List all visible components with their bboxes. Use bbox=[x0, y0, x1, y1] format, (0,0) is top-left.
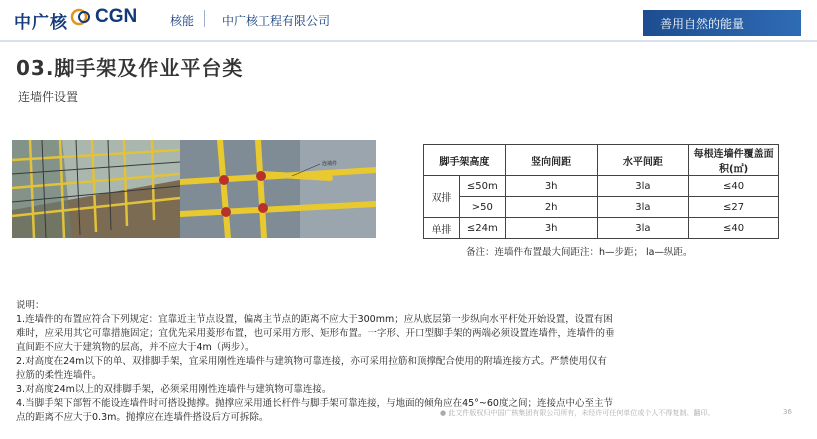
photo-callout-label: 连墙件 bbox=[322, 161, 338, 167]
explanation-heading: 说明： bbox=[16, 300, 45, 311]
table-row bbox=[424, 218, 779, 239]
table-row bbox=[424, 197, 779, 218]
scaffold-photo-graphic bbox=[12, 140, 180, 238]
explanation-line: 2.对高度在24m以下的单、双排脚手架，宜采用刚性连墙件与建筑物可靠连接，亦可采用拉筋和顶撑配合使用的附墙连接方式。严禁使用仅有 bbox=[16, 356, 607, 367]
cell-height: >50 bbox=[459, 197, 505, 218]
cell-horizontal: 3la bbox=[597, 176, 689, 197]
section-title: 03.脚手架及作业平台类 bbox=[16, 56, 244, 80]
cell-area: ≤40 bbox=[689, 218, 779, 239]
header-divider bbox=[204, 10, 205, 27]
cell-horizontal: 3la bbox=[597, 218, 689, 239]
col-header-horizontal: 水平间距 bbox=[597, 145, 689, 176]
wall-tie-spec-table bbox=[423, 144, 779, 239]
cell-area: ≤27 bbox=[689, 197, 779, 218]
explanation-line: 拉筋的柔性连墙件。 bbox=[16, 370, 102, 381]
cell-height: ≤24m bbox=[459, 218, 505, 239]
slogan-text: 善用自然的能量 bbox=[660, 17, 745, 31]
page-number: 36 bbox=[783, 408, 792, 416]
cgn-logo-icon bbox=[70, 7, 92, 27]
logo-subtitle: 核能 bbox=[170, 14, 195, 28]
explanation-line: 4.当脚手架下部暂不能设连墙件时可搭设抛撑。抛撑应采用通长杆件与脚手架可靠连接，与地面的倾角应在45°~60度之间；连接点中心至主节 bbox=[16, 398, 613, 409]
logo-text-cn: 中广核 bbox=[14, 13, 68, 33]
row-group-label: 双排 bbox=[424, 176, 460, 218]
scaffold-photo bbox=[12, 140, 180, 238]
table-row bbox=[424, 176, 779, 197]
col-header-vertical: 竖向间距 bbox=[505, 145, 597, 176]
explanation-line: 直间距不应大于建筑物的层高，并不应大于4m（两步）。 bbox=[16, 342, 255, 353]
cell-area: ≤40 bbox=[689, 176, 779, 197]
cell-vertical: 2h bbox=[505, 197, 597, 218]
table-note: 备注：连墙件布置最大间距注：h—步距； la—纵距。 bbox=[466, 247, 693, 258]
company-name: 中广核工程有限公司 bbox=[222, 14, 331, 28]
logo-text-cgn: CGN bbox=[95, 6, 138, 27]
explanation-line: 点的距离不应大于0.3m。抛撑应在连墙件搭设后方可拆除。 bbox=[16, 412, 269, 423]
table-header-row bbox=[424, 145, 779, 176]
wall-tie-render-graphic bbox=[180, 140, 376, 238]
header-rule bbox=[0, 40, 817, 42]
cell-vertical: 3h bbox=[505, 218, 597, 239]
sub-title: 连墙件设置 bbox=[18, 90, 79, 104]
explanation-line: 3.对高度24m以上的双排脚手架，必须采用刚性连墙件与建筑物可靠连接。 bbox=[16, 384, 332, 395]
cell-horizontal: 3la bbox=[597, 197, 689, 218]
explanation-line: 1.连墙件的布置应符合下列规定：宜靠近主节点设置，偏离主节点的距离不应大于300mm；应从底层第一步纵向水平杆处开始设置，设置有困 bbox=[16, 314, 613, 325]
col-header-height: 脚手架高度 bbox=[424, 145, 506, 176]
wall-tie-render bbox=[180, 140, 376, 238]
copyright-notice: ● 此文件版权归中国广核集团有限公司所有，未经许可任何单位或个人不得复制、翻印。 bbox=[440, 409, 715, 417]
explanation-line: 难时，应采用其它可靠措施固定；宜优先采用菱形布置，也可采用方形、矩形布置。一字形、开口型脚手架的两端必须设置连墙件，连墙件的垂 bbox=[16, 328, 615, 339]
col-header-area: 每根连墙件覆盖面积(㎡) bbox=[689, 145, 779, 176]
row-group-label: 单排 bbox=[424, 218, 460, 239]
cell-height: ≤50m bbox=[459, 176, 505, 197]
cell-vertical: 3h bbox=[505, 176, 597, 197]
